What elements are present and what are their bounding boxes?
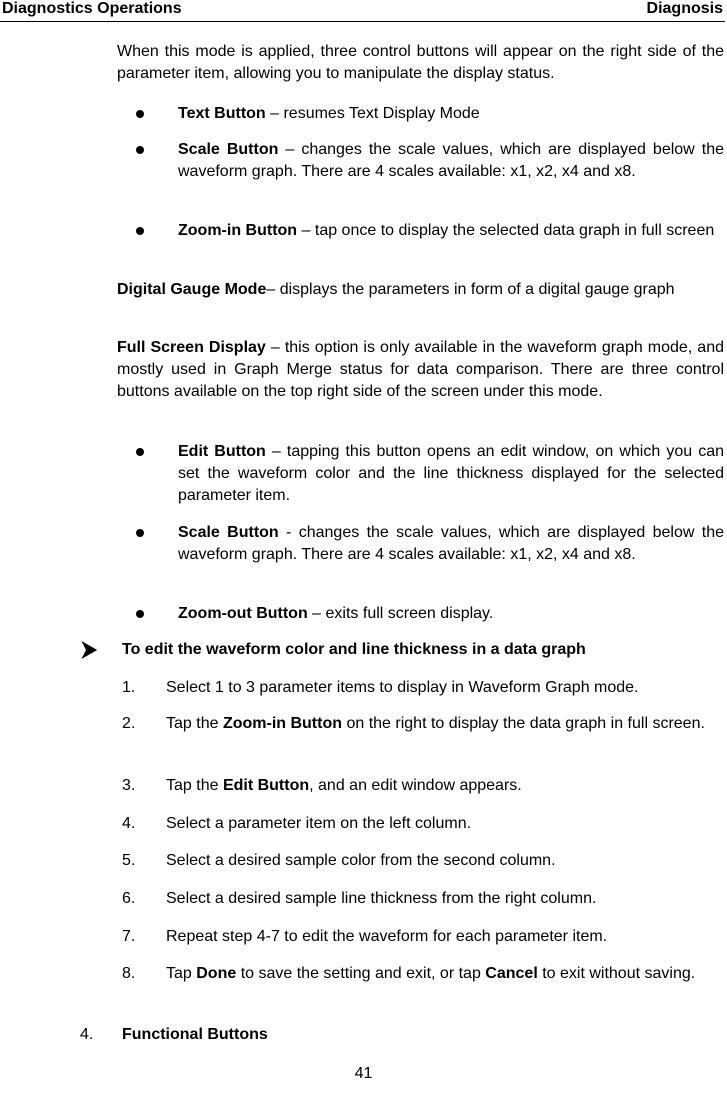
digital-gauge-paragraph xyxy=(117,279,724,301)
description: – this option is only available in the waveform graph mode, and mostly used in Graph Merge status for data comparison. There are three control buttons available on the top right side of the screen under this mode. xyxy=(117,339,725,400)
list-item-edit-button xyxy=(178,441,724,507)
description: – resumes Text Display Mode xyxy=(265,105,480,122)
step-text xyxy=(166,850,724,872)
step-text xyxy=(166,888,724,910)
step-number: 5. xyxy=(122,852,136,869)
description: – exits full screen display. xyxy=(307,605,494,622)
step-text-bold: Zoom-in Button xyxy=(222,715,343,732)
full-screen-paragraph xyxy=(117,337,724,403)
list-item-scale-button xyxy=(178,139,724,183)
section-number: 4. xyxy=(80,1026,94,1043)
description: – displays the parameters in form of a digital gauge graph xyxy=(266,281,675,298)
arrow-bullet-icon xyxy=(81,641,97,659)
header-section-title: Diagnostics Operations xyxy=(2,0,182,17)
step-text-part: Select a desired sample line thickness from the right column. xyxy=(166,890,597,907)
step-text-part: Select 1 to 3 parameter items to display in Waveform Graph mode. xyxy=(166,679,639,696)
bullet-icon xyxy=(136,529,144,537)
description: – changes the scale values, which are displayed below the waveform graph. There are 4 scales available: x1, x2, x4 and x8. xyxy=(178,141,724,180)
step-number: 7. xyxy=(122,928,136,945)
step-text-bold: Cancel xyxy=(485,965,538,982)
bullet-icon xyxy=(136,610,144,618)
step-text-part: Tap xyxy=(166,965,197,982)
intro-paragraph: When this mode is applied, three control buttons will appear on the right side of the parameter item, allowing you to manipulate the display status. xyxy=(117,43,724,82)
step-number: 2. xyxy=(122,715,136,732)
term: Scale Button xyxy=(178,524,279,541)
step-text xyxy=(166,813,724,835)
step-number: 1. xyxy=(122,679,136,696)
description: – tapping this button opens an edit window, on which you can set the waveform color and the line thickness displayed for the selected parameter item. xyxy=(178,443,724,504)
term: Digital Gauge Mode xyxy=(117,281,267,298)
list-item-zoom-in-button xyxy=(178,220,724,242)
bullet-icon xyxy=(136,448,144,456)
list-item-zoom-out-button xyxy=(178,603,724,625)
step-text-part: Repeat step 4-7 to edit the waveform for each parameter item. xyxy=(166,928,608,945)
bullet-icon xyxy=(136,227,144,235)
list-item-scale-button-2 xyxy=(178,522,724,566)
step-text-part: , and an edit window appears. xyxy=(309,777,522,794)
step-text-bold: Edit Button xyxy=(222,777,310,794)
term: Full Screen Display xyxy=(117,339,266,356)
description: – tap once to display the selected data graph in full screen xyxy=(297,222,715,239)
step-text xyxy=(166,677,724,699)
page-number: 41 xyxy=(354,1065,373,1082)
bullet-icon xyxy=(136,110,144,118)
step-text-part: on the right to display the data graph in full screen. xyxy=(342,715,705,732)
section-title: Functional Buttons xyxy=(122,1026,268,1043)
step-number: 8. xyxy=(122,965,136,982)
procedure-title: To edit the waveform color and line thickness in a data graph xyxy=(122,641,586,658)
description: - changes the scale values, which are displayed below the waveform graph. There are 4 scales available: x1, x2, x4 and x8. xyxy=(178,524,724,563)
list-item-text-button xyxy=(178,103,724,125)
step-number: 3. xyxy=(122,777,136,794)
step-number: 4. xyxy=(122,815,136,832)
term: Zoom-in Button xyxy=(178,222,298,239)
term: Text Button xyxy=(178,105,266,122)
step-text xyxy=(166,713,724,735)
step-text-part: Select a parameter item on the left column. xyxy=(166,815,472,832)
term: Zoom-out Button xyxy=(178,605,308,622)
page-header xyxy=(0,0,725,22)
step-text-bold: Done xyxy=(196,965,237,982)
header-chapter-title: Diagnosis xyxy=(646,0,723,17)
step-text xyxy=(166,963,724,985)
step-text-part: to save the setting and exit, or tap xyxy=(236,965,486,982)
step-text xyxy=(166,775,724,797)
step-text xyxy=(166,926,724,948)
bullet-icon xyxy=(136,146,144,154)
step-text-part: to exit without saving. xyxy=(537,965,696,982)
step-text-part: Tap the xyxy=(166,715,223,732)
term: Edit Button xyxy=(178,443,266,460)
term: Scale Button xyxy=(178,141,279,158)
step-number: 6. xyxy=(122,890,136,907)
step-text-part: Tap the xyxy=(166,777,223,794)
step-text-part: Select a desired sample color from the second column. xyxy=(166,852,556,869)
